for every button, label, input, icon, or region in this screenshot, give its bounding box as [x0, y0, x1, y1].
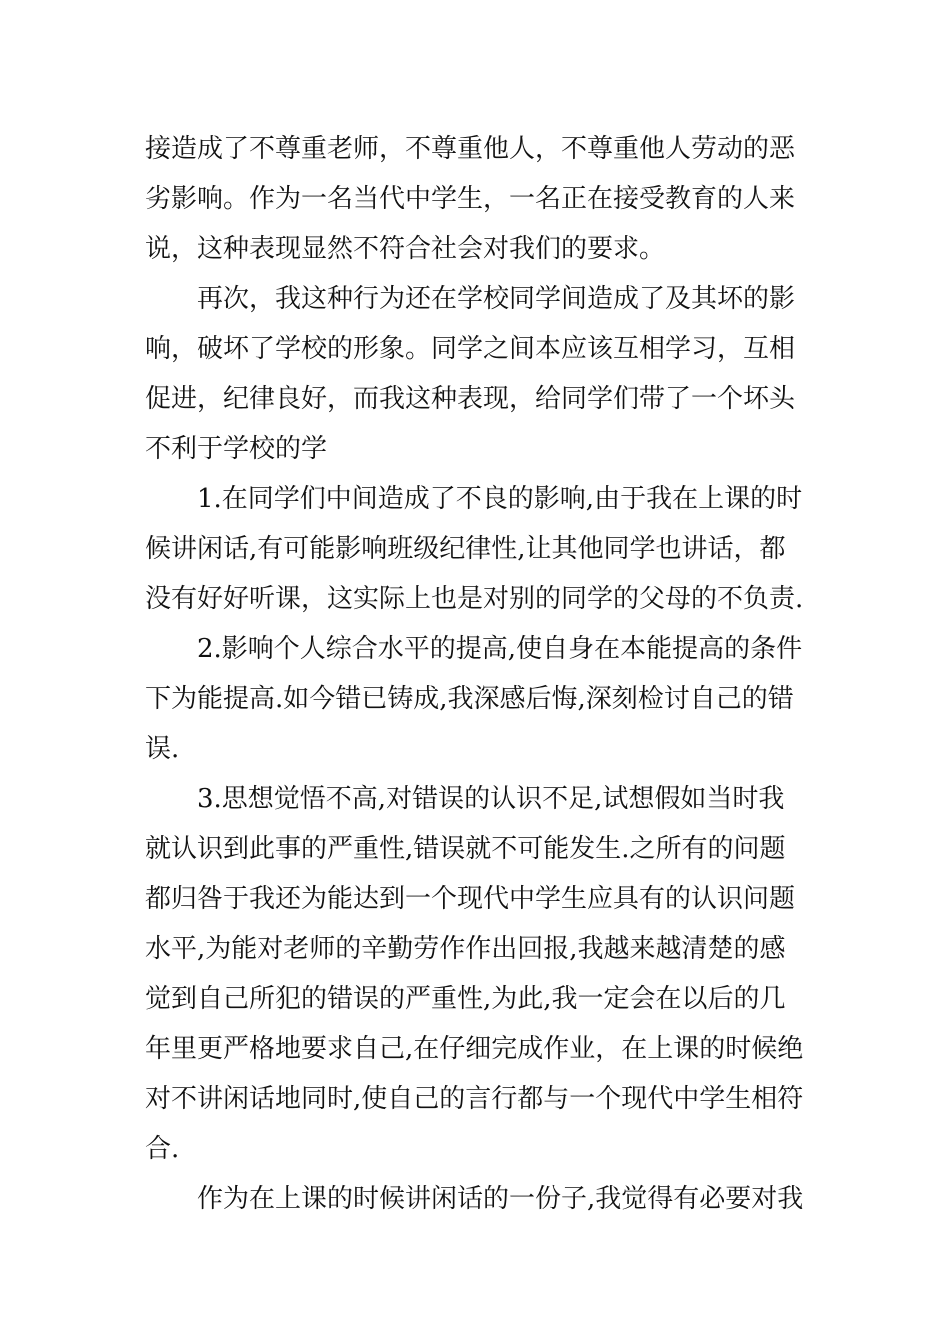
text-line: 就认识到此事的严重性,错误就不可能发生.之所有的问题 — [145, 834, 786, 864]
text-line: 对不讲闲话地同时,使自己的言行都与一个现代中学生相符 — [145, 1084, 804, 1114]
text-line: 2.影响个人综合水平的提高,使自身在本能提高的条件 — [197, 634, 803, 664]
text-line: 劣影响。作为一名当代中学生，一名正在接受教育的人来 — [145, 184, 796, 214]
text-line: 不利于学校的学 — [145, 434, 328, 464]
text-line: 再次，我这种行为还在学校同学间造成了及其坏的影 — [197, 284, 796, 314]
paragraph — [145, 1174, 815, 1224]
text-line: 响，破坏了学校的形象。同学之间本应该互相学习，互相 — [145, 334, 796, 364]
text-line: 作为在上课的时候讲闲话的一份子,我觉得有必要对我 — [197, 1184, 804, 1214]
text-line: 3.思想觉悟不高,对错误的认识不足,试想假如当时我 — [197, 784, 785, 814]
text-line: 都归咎于我还为能达到一个现代中学生应具有的认识问题 — [145, 884, 796, 914]
paragraph — [145, 274, 815, 474]
paragraph — [145, 624, 815, 774]
text-line: 觉到自己所犯的错误的严重性,为此,我一定会在以后的几 — [145, 984, 786, 1014]
text-line: 1.在同学们中间造成了不良的影响,由于我在上课的时 — [197, 484, 803, 514]
document-body — [145, 124, 815, 1224]
text-line: 年里更严格地要求自己,在仔细完成作业，在上课的时候绝 — [145, 1034, 804, 1064]
text-line: 合. — [145, 1134, 180, 1164]
text-line: 促进，纪律良好，而我这种表现，给同学们带了一个坏头 — [145, 384, 796, 414]
text-line: 误. — [145, 734, 180, 764]
paragraph — [145, 474, 815, 624]
text-line: 水平,为能对老师的辛勤劳作作出回报,我越来越清楚的感 — [145, 934, 786, 964]
text-line: 没有好好听课，这实际上也是对别的同学的父母的不负责. — [145, 584, 804, 614]
text-line: 下为能提高.如今错已铸成,我深感后悔,深刻检讨自己的错 — [145, 684, 794, 714]
text-line: 候讲闲话,有可能影响班级纪律性,让其他同学也讲话，都 — [145, 534, 786, 564]
paragraph — [145, 124, 815, 274]
text-line: 说，这种表现显然不符合社会对我们的要求。 — [145, 234, 666, 264]
paragraph — [145, 774, 815, 1174]
text-line: 接造成了不尊重老师，不尊重他人，不尊重他人劳动的恶 — [145, 134, 796, 164]
